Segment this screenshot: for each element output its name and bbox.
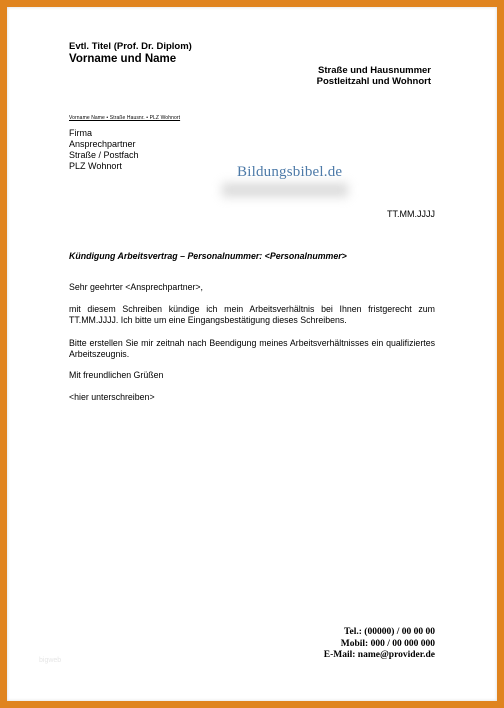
recipient-street: Straße / Postfach (69, 150, 139, 160)
letter-date: TT.MM.JJJJ (387, 209, 435, 219)
recipient-block (69, 128, 139, 172)
sender-street: Straße und Hausnummer (318, 65, 431, 76)
sender-name: Vorname und Name (69, 53, 177, 65)
letter-page (7, 7, 497, 701)
sender-city: Postleitzahl und Wohnort (316, 76, 431, 87)
subject-line: Kündigung Arbeitsvertrag – Personalnummer: <Personalnummer> (69, 251, 347, 261)
body-paragraph-2: Bitte erstellen Sie mir zeitnah nach Beendigung meines Arbeitsverhältnisses ein qualifiziertes Arbeitszeugnis. (69, 338, 435, 359)
recipient-city: PLZ Wohnort (69, 161, 122, 171)
watermark-logo: Bildungsbibel.de (237, 164, 343, 180)
recipient-contact: Ansprechpartner (69, 139, 136, 149)
signature-placeholder: <hier unterschreiben> (69, 392, 155, 402)
sender-address (317, 65, 431, 87)
recipient-company: Firma (69, 128, 92, 138)
sender-title: Evtl. Titel (Prof. Dr. Diplom) (69, 41, 192, 52)
watermark-shadow (222, 183, 348, 197)
contact-block (324, 627, 435, 662)
faint-watermark: bigweb (39, 657, 62, 664)
body-paragraph-1: mit diesem Schreiben kündige ich mein Arbeitsverhältnis bei Ihnen fristgerecht zum TT.MM.JJJJ. Ich bitte um eine Eingangsbestätigung dieses Schreibens. (69, 304, 435, 325)
closing-phrase: Mit freundlichen Grüßen (69, 370, 164, 380)
contact-mobile: Mobil: 000 / 00 000 000 (340, 638, 435, 649)
contact-phone: Tel.: (00000) / 00 00 00 (344, 627, 435, 637)
salutation: Sehr geehrter <Ansprechpartner>, (69, 282, 203, 292)
return-address-line: Vorname Name • Straße Hausnr. • PLZ Wohnort (69, 115, 181, 121)
contact-email: E-Mail: name@provider.de (323, 650, 435, 660)
